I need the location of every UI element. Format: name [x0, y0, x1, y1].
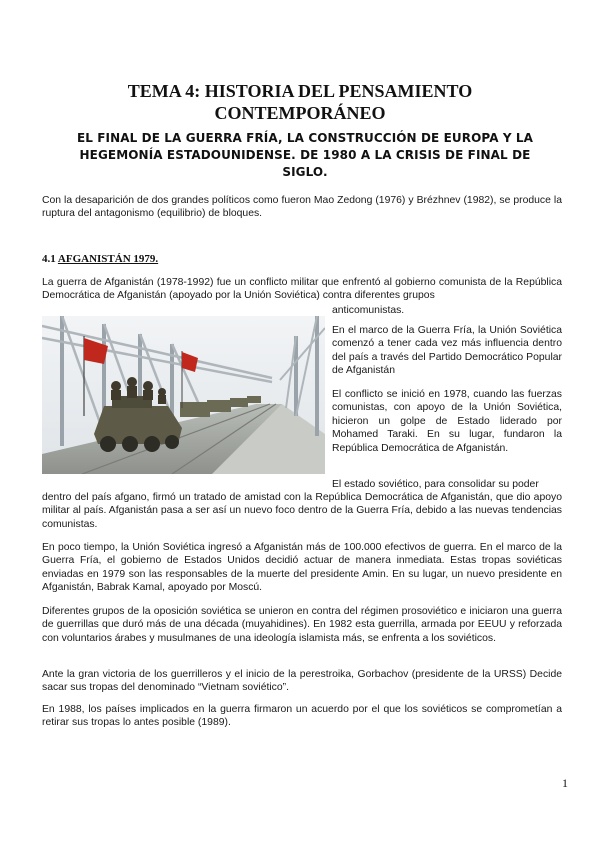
- page-subtitle: [55, 130, 555, 181]
- paragraph-8: En 1988, los países implicados en la guerra firmaron un acuerdo por el que los soviéticos se comprometían a retirar sus tropas lo antes posible (1989).: [42, 704, 562, 729]
- paragraph-5: En poco tiempo, la Unión Soviética ingresó a Afganistán más de 100.000 efectivos de guerra. En el marco de la Guerra Fría, el gobierno de Estados Unidos decidió actuar de manera inmediata. Estas tropas soviéticas enviadas en 1979 son las responsables de la muerte del presidente Amin. En su lugar, un nuevo presidente en Afganistán, Babrak Kamal, apoyado por Moscú.: [42, 542, 562, 594]
- convoy-bridge-illustration: [42, 316, 325, 474]
- paragraph-1-tail: anticomunistas.: [332, 305, 405, 316]
- convoy-bridge-photo: [42, 316, 325, 474]
- paragraph-3: El conflicto se inició en 1978, cuando las fuerzas comunistas, con apoyo de la Unión Soviética, hicieron un golpe de Estado liderado por Mohamed Taraki. En su lugar, fundaron la República Democrática de Afganistán.: [332, 389, 562, 454]
- section-heading: [42, 253, 158, 265]
- section-number: 4.1: [42, 253, 58, 265]
- section-title: AFGANISTÁN 1979.: [57, 253, 159, 265]
- title-line-2: CONTEMPORÁNEO: [214, 103, 386, 123]
- subtitle-line-2: HEGEMONÍA ESTADOUNIDENSE. DE 1980 A LA CRISIS DE FINAL DE SIGLO.: [79, 148, 531, 179]
- paragraph-4: dentro del país afgano, firmó un tratado de amistad con la República Democrática de Afganistán, que dio apoyo militar al país. Afganistán pasa a ser así un nuevo foco dentro de la Guerra Fría, debido a las nuevas tendencias comunistas.: [42, 492, 562, 530]
- paragraph-6: Diferentes grupos de la oposición soviética se unieron en contra del régimen prosoviético e iniciaron una guerra de guerrillas que duró más de una década (muyahidines). En 1982 esta guerrilla, armada por EEUU y reforzada con voluntarios árabes y musulmanes de una ideología islamista más, se enfrenta a los soviéticos.: [42, 606, 562, 644]
- paragraph-2: En el marco de la Guerra Fría, la Unión Soviética comenzó a tener cada vez más influencia dentro del país a través del Partido Democrático Popular de Afganistán: [332, 325, 562, 377]
- paragraph-7: Ante la gran victoria de los guerrilleros y el inicio de la perestroika, Gorbachov (presidente de la URSS) Decide sacar sus tropas del denominado “Vietnam soviético”.: [42, 669, 562, 694]
- intro-paragraph: Con la desaparición de dos grandes políticos como fueron Mao Zedong (1976) y Brézhnev (1982), se produce la ruptura del antagonismo (equilibrio) de bloques.: [42, 195, 562, 220]
- page-title: [40, 80, 560, 124]
- paragraph-1: La guerra de Afganistán (1978-1992) fue un conflicto militar que enfrentó al gobierno comunista de la República Democrática de Afganistán (apoyado por la Unión Soviética) contra diferentes grupos: [42, 277, 562, 302]
- paragraph-4-start: El estado soviético, para consolidar su poder: [332, 479, 539, 490]
- title-line-1: TEMA 4: HISTORIA DEL PENSAMIENTO: [127, 81, 473, 101]
- page-number: 1: [562, 776, 568, 790]
- subtitle-line-1: EL FINAL DE LA GUERRA FRÍA, LA CONSTRUCCIÓN DE EUROPA Y LA: [76, 131, 534, 145]
